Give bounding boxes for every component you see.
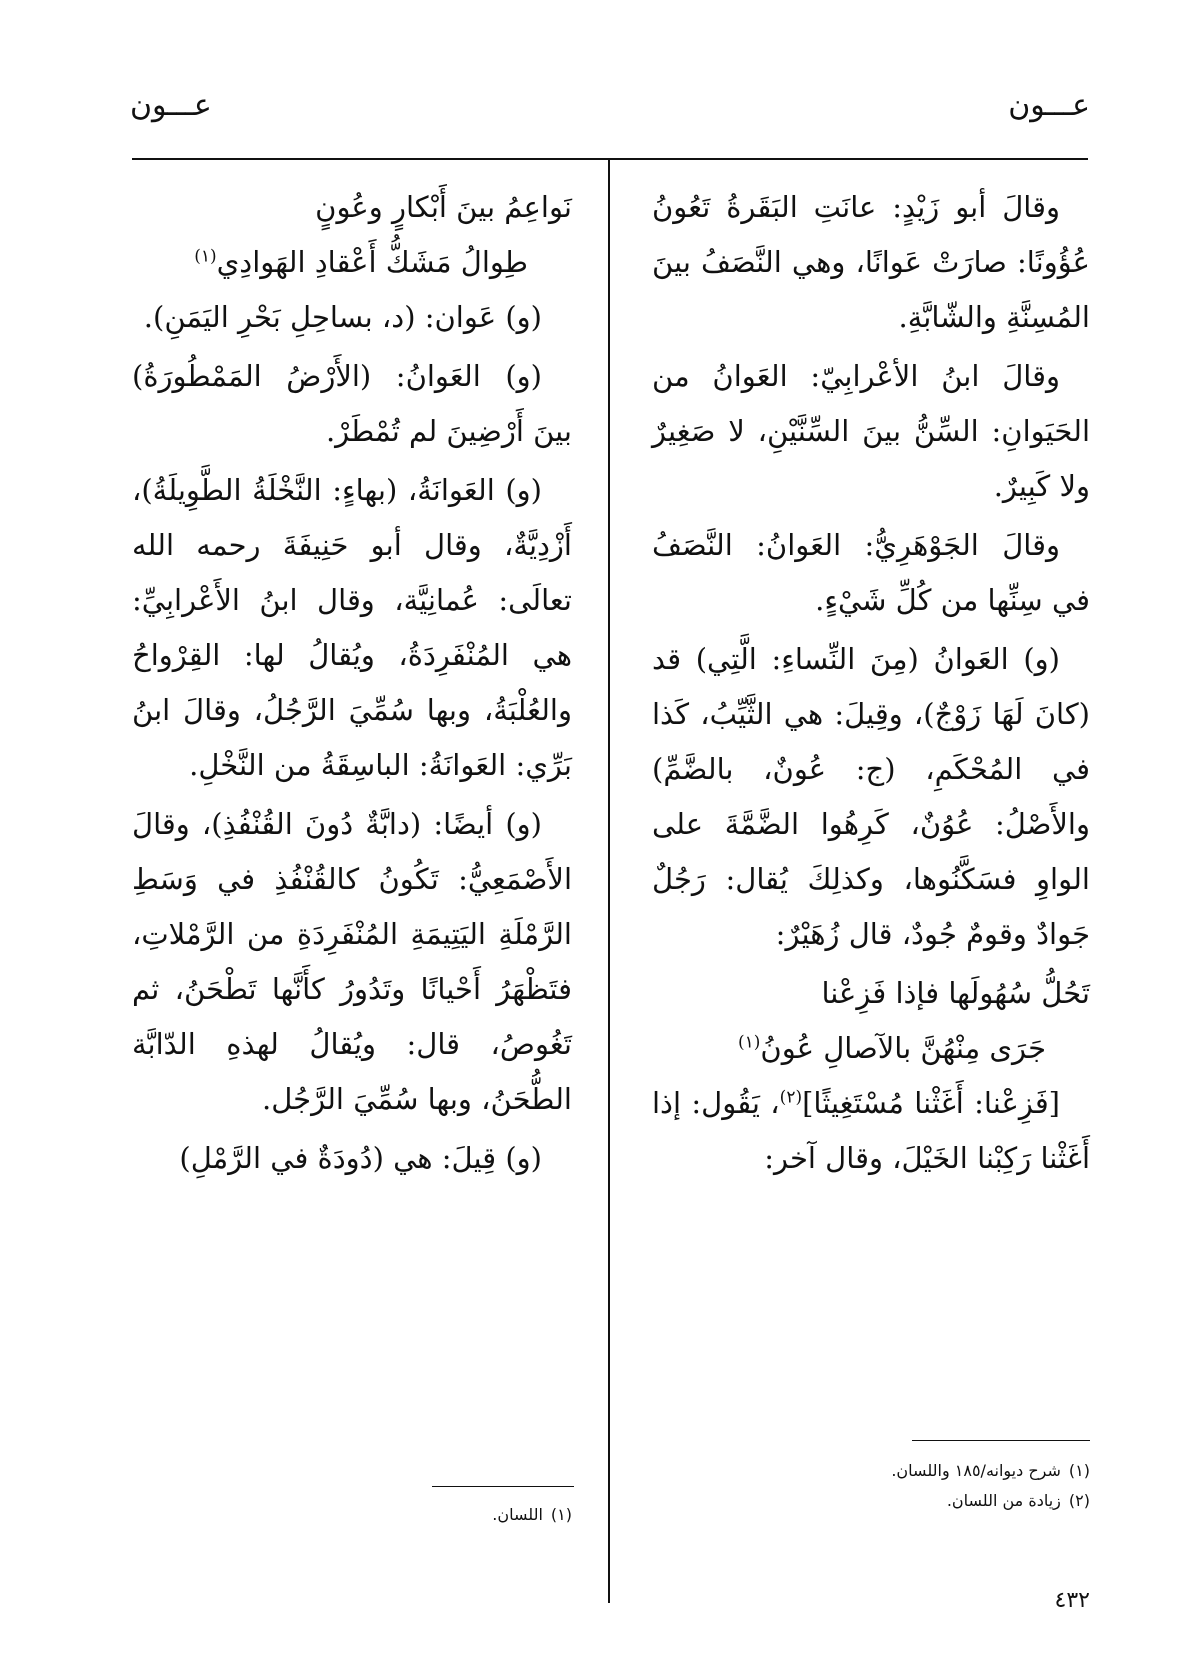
footnote-text: زيادة من اللسان. [946,1491,1061,1510]
page-number: ٤٣٢ [1054,1588,1090,1613]
column-divider [608,158,610,1603]
paragraph: وقالَ أبو زَيْدٍ: عانَتِ البَقَرةُ تَعُونُ عُؤُونًا: صارَتْ عَوانًا، وهي النَّصَفُ بينَ المُسِنَّةِ والشّابَّةِ. [652,190,1090,334]
header-rule [132,158,1088,160]
paragraph: وقالَ الجَوْهَرِيُّ: العَوانُ: النَّصَفُ في سِنِّها من كُلِّ شَيْءٍ. [652,528,1090,617]
footnote-number: (١) [1068,1461,1090,1480]
running-head-left: عـــون [130,88,212,123]
right-column [652,180,1090,1190]
paragraph: (و) عَوان: (د، بساحِلِ بَحْرِ اليَمَنِ). [143,300,542,334]
verse-line [652,966,1090,1021]
footnote [660,1486,1090,1516]
footnote-number: (١) [550,1505,572,1524]
verse-text: جَرَى مِنْهُنَّ بالآصالِ عُونُ [760,1031,1046,1065]
footnote-mark: (١) [194,246,217,267]
footnote-mark: (٢) [779,1087,803,1108]
paragraph-text: ، يَقُول: إذا أَغَثْنا رَكِبْنا الخَيْلَ، وقال آخر: [652,1086,1090,1175]
paragraph: (و) أيضًا: (دابَّةٌ دُونَ القُنْفُذِ)، وقالَ الأَصْمَعِيُّ: تَكُونُ كالقُنْفُذِ في وَسَطِ الرَّمْلَةِ اليَتِيمَةِ المُنْفَرِدَةِ من الرَّمْلاتِ، فتَظْهَرُ أَحْيانًا وتَدُورُ كأَنَّها تَطْحَنُ، ثم تَغُوصُ، قال: ويُقالُ لهذهِ الدّابَّة الطُّحَنُ، وبها سُمِّيَ الرَّجُل. [132,807,572,1116]
footnote-rule [432,1486,574,1487]
footnote-text: شرح ديوانه/١٨٥ واللسان. [891,1461,1061,1480]
paragraph: (و) قِيلَ: هي (دُودَةٌ في الرَّمْلِ) [179,1141,542,1175]
footnote-mark: (١) [738,1032,761,1053]
paragraph: (و) العَوانُ (مِنَ النِّساءِ: الَّتِي) قد (كانَ لَهَا زَوْجٌ)، وقِيلَ: هي الثَّيِّبُ، كَذا في المُحْكَمِ، (ج: عُونٌ، بالضَّمِّ) والأَصْلُ: عُوُنٌ، كَرِهُوا الضَّمَّةَ على الواوِ فسَكَّنُوها، وكذلِكَ يُقال: رَجُلٌ جَوادٌ وقومٌ جُودٌ، قال زُهَيْرٌ: [652,642,1090,951]
verse-line [652,1021,1090,1076]
verse-text: تَحُلُّ سُهُولَها فإذا فَزِعْنا [821,976,1090,1010]
left-column [132,180,572,1190]
footnotes-right [660,1456,1090,1516]
footnotes-left [132,1500,572,1530]
verse-line [132,235,572,290]
paragraph: وقالَ ابنُ الأعْرابِيّ: العَوانُ من الحَيَوانِ: السِّنُّ بينَ السِّنَّيْنِ، لا صَغِيرٌ ولا كَبِيرٌ. [652,359,1090,503]
footnote [660,1456,1090,1486]
running-head-right: عـــون [1008,88,1090,123]
paragraph: (و) العَوانَةُ، (بهاءٍ: النَّخْلَةُ الطَّوِيلَةُ)، أَزْدِيَّةٌ، وقال أبو حَنِيفَةَ رحمه الله تعالَى: عُمانِيَّة، وقال ابنُ الأَعْرابِيِّ: هي المُنْفَرِدَةُ، ويُقالُ لها: القِرْواحُ والعُلْبَةُ، وبها سُمِّيَ الرَّجُلُ، وقالَ ابنُ بَرِّي: العَوانَةُ: الباسِقَةُ من النَّخْلِ. [132,473,572,782]
footnote [132,1500,572,1530]
verse-text: طِوالُ مَشَكُّ أَعْقادِ الهَوادِي [216,245,528,279]
paragraph: (و) العَوانُ: (الأَرْضُ المَمْطُورَةُ) بينَ أَرْضِينَ لم تُمْطَرْ. [132,359,572,448]
paragraph-text: [فَزِعْنا: أَغَثْنا مُسْتَغِيثًا] [802,1086,1061,1120]
footnote-rule [912,1440,1090,1441]
verse-line [132,180,572,235]
paragraph [652,1076,1090,1186]
footnote-text: اللسان. [492,1505,543,1524]
verse-text: نَواعِمُ بينَ أَبْكارٍ وعُونٍ [315,190,572,224]
footnote-number: (٢) [1068,1491,1090,1510]
